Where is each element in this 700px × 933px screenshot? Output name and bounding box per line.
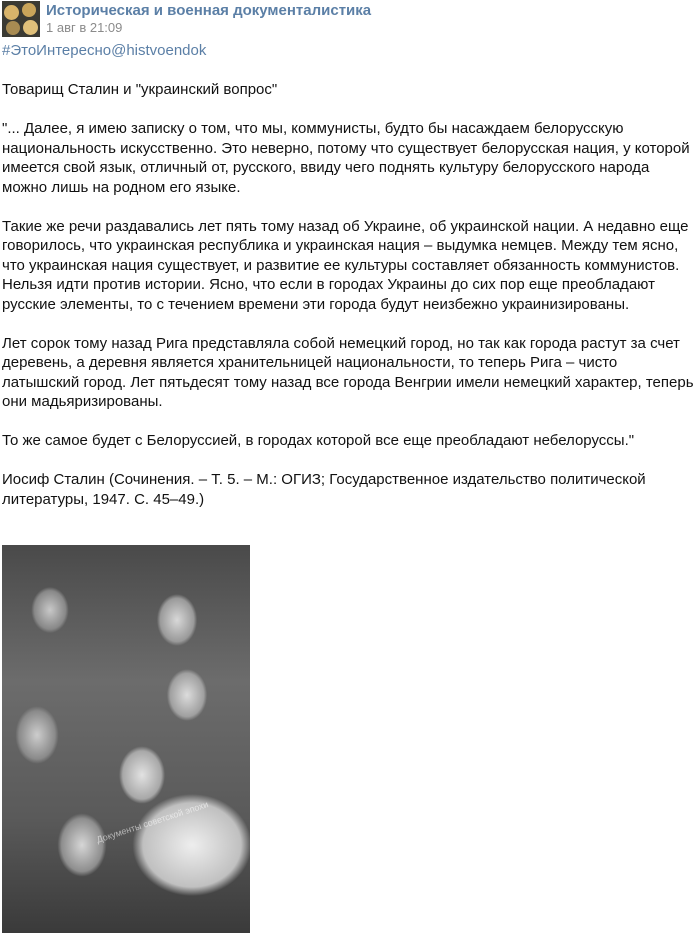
hashtag-link[interactable]: #ЭтоИнтересно@histvoendok (2, 42, 207, 59)
post-date[interactable]: 1 авг в 21:09 (46, 20, 123, 35)
post-title: Товарищ Сталин и "украинский вопрос" (2, 81, 278, 98)
post-paragraph: Лет сорок тому назад Рига представляла собой немецкий город, но так как города растут за счет деревень, а деревня является хранительницей национальности, то теперь Рига – чисто латышский город. Лет пятьдесят тому назад все города Венгрии имели немецкий характер, теперь они мадьяризированы. (2, 334, 694, 410)
group-name-link[interactable]: Историческая и военная документалистика (46, 2, 372, 19)
post-paragraph: "... Далее, я имею записку о том, что мы, коммунисты, будто бы насаждаем белорусскую национальность искусственно. Это неверно, потому что существует белорусская нация, у которой имеется свой язык, отличный от, русского, ввиду чего поднять культуру белорусского народа можно лишь на родном его языке. (2, 120, 690, 196)
post-paragraph: То же самое будет с Белоруссией, в городах которой все еще преобладают небелоруссы." (2, 432, 635, 449)
post-header (2, 0, 698, 38)
photo-watermark: Документы советской эпохи (95, 799, 210, 845)
post-citation: Иосиф Сталин (Сочинения. – Т. 5. – М.: ОГИЗ; Государственное издательство политической литературы, 1947. С. 45–49.) (2, 471, 646, 508)
post-text (2, 80, 698, 529)
post-paragraph: Такие же речи раздавались лет пять тому назад об Украине, об украинской нации. А недавно еще говорилось, что украинская республика и украинская нация – выдумка немцев. Между тем ясно, что украинская нация существует, и развитие ее культуры составляет обязанность коммунистов. Нельзя идти против истории. Ясно, что если в городах Украины до сих пор еще преобладают русские элементы, то с течением времени эти города будут неизбежно украинизированы. (2, 217, 689, 313)
group-avatar[interactable] (2, 1, 40, 37)
post-photo[interactable] (2, 545, 250, 933)
